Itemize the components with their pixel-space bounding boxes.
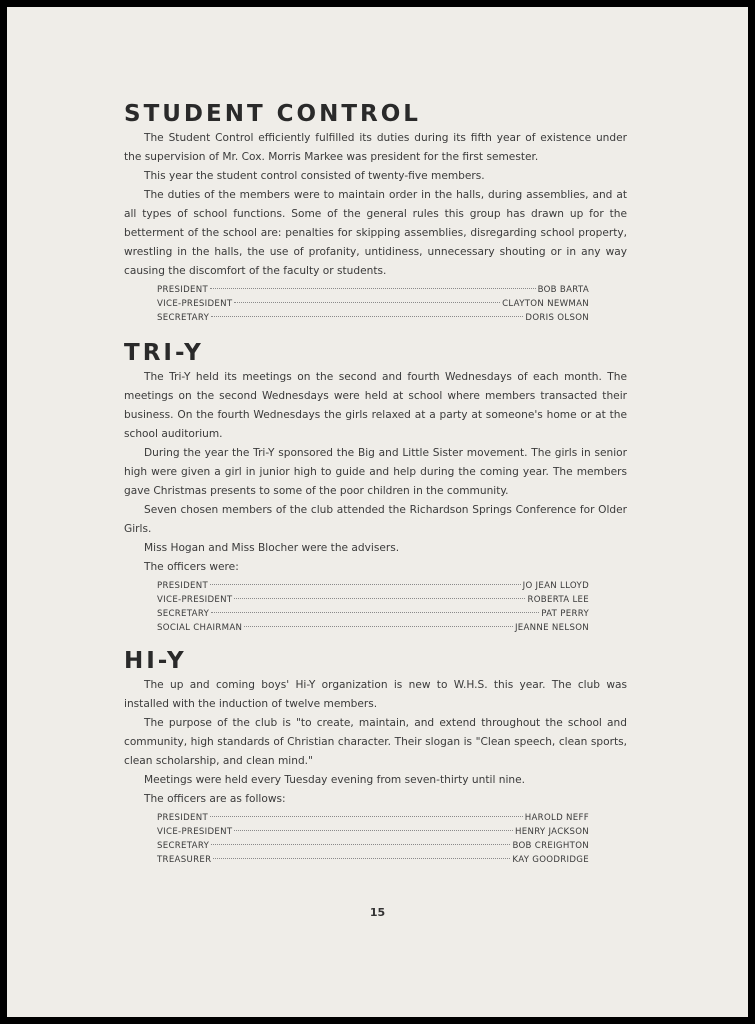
paragraph: The purpose of the club is "to create, maintain, and extend throughout the school and community, high standards of Christian character. Their slogan is "Clean speech, clean sports, clean scholarship, and clean mind." <box>124 717 627 767</box>
officer-row <box>157 811 589 825</box>
officer-list <box>157 579 589 635</box>
officer-row <box>157 283 589 297</box>
section-title: TRI-Y <box>124 340 204 366</box>
officer-row <box>157 839 589 853</box>
officer-role: PRESIDENT <box>157 285 208 295</box>
officer-row <box>157 853 589 867</box>
officer-name: ROBERTA LEE <box>527 595 589 605</box>
paragraph: The officers are as follows: <box>144 793 286 805</box>
officer-name: BOB BARTA <box>537 285 589 295</box>
officer-name: JO JEAN LLOYD <box>522 581 589 591</box>
officer-row <box>157 621 589 635</box>
officer-name: PAT PERRY <box>541 609 589 619</box>
officer-list <box>157 811 589 867</box>
dot-leader <box>210 816 523 817</box>
officer-role: VICE-PRESIDENT <box>157 827 233 837</box>
dot-leader <box>234 830 513 831</box>
officer-name: HENRY JACKSON <box>514 827 589 837</box>
dot-leader <box>213 858 510 859</box>
dot-leader <box>211 844 510 845</box>
dot-leader <box>234 598 525 599</box>
officer-name: KAY GOODRIDGE <box>512 855 589 865</box>
paragraph: This year the student control consisted of twenty-five members. <box>144 170 485 182</box>
paragraph: Seven chosen members of the club attended the Richardson Springs Conference for Older Girls. <box>124 504 627 535</box>
dot-leader <box>211 316 523 317</box>
officer-list <box>157 283 589 325</box>
officer-role: SECRETARY <box>157 313 210 323</box>
officer-row <box>157 593 589 607</box>
paragraph: The Tri-Y held its meetings on the second and fourth Wednesdays of each month. The meetings on the second Wednesdays were held at school where members transacted their business. On the fourth Wednesdays the girls relaxed at a party at someone's home or at the school auditorium. <box>124 371 627 440</box>
paragraph: Meetings were held every Tuesday evening from seven-thirty until nine. <box>144 774 526 786</box>
dot-leader <box>234 302 500 303</box>
officer-role: TREASURER <box>157 855 212 865</box>
paragraph: Miss Hogan and Miss Blocher were the advisers. <box>144 542 400 554</box>
paragraph: The up and coming boys' Hi-Y organization is new to W.H.S. this year. The club was installed with the induction of twelve members. <box>124 679 627 710</box>
section-tri-y <box>124 338 627 635</box>
page-content <box>124 99 627 867</box>
officer-role: SOCIAL CHAIRMAN <box>157 623 243 633</box>
section-spacer <box>124 325 627 338</box>
officer-name: DORIS OLSON <box>525 313 589 323</box>
page-number: 15 <box>369 906 386 919</box>
officer-name: CLAYTON NEWMAN <box>502 299 589 309</box>
yearbook-page <box>7 7 748 1017</box>
paragraph: The officers were: <box>144 561 239 573</box>
officer-row <box>157 607 589 621</box>
dot-leader <box>211 612 539 613</box>
officer-role: PRESIDENT <box>157 813 208 823</box>
officer-role: SECRETARY <box>157 609 210 619</box>
officer-role: VICE-PRESIDENT <box>157 299 233 309</box>
dot-leader <box>210 584 521 585</box>
section-title: STUDENT CONTROL <box>124 101 421 127</box>
section-student-control <box>124 99 627 325</box>
officer-name: HAROLD NEFF <box>524 813 589 823</box>
officer-row <box>157 825 589 839</box>
officer-role: SECRETARY <box>157 841 210 851</box>
section-hi-y <box>124 646 627 867</box>
paragraph: The duties of the members were to maintain order in the halls, during assemblies, and at all types of school functions. Some of the general rules this group has drawn up for the betterment of the school are: penalties for skipping assemblies, disregarding school property, wrestling in the halls, the use of profanity, untidiness, unnecessary shouting or in any way causing the discomfort of the faculty or students. <box>124 189 627 277</box>
officer-row <box>157 311 589 325</box>
dot-leader <box>210 288 536 289</box>
paragraph: During the year the Tri-Y sponsored the Big and Little Sister movement. The girls in senior high were given a girl in junior high to guide and help during the coming year. The members gave Christmas presents to some of the poor children in the community. <box>124 447 627 497</box>
paragraph: The Student Control efficiently fulfilled its duties during its fifth year of existence under the supervision of Mr. Cox. Morris Markee was president for the first semester. <box>124 132 627 163</box>
officer-row <box>157 579 589 593</box>
dot-leader <box>244 626 513 627</box>
officer-role: VICE-PRESIDENT <box>157 595 233 605</box>
section-spacer <box>124 635 627 646</box>
officer-role: PRESIDENT <box>157 581 208 591</box>
officer-name: JEANNE NELSON <box>514 623 589 633</box>
officer-name: BOB CREIGHTON <box>512 841 589 851</box>
officer-row <box>157 297 589 311</box>
section-title: HI-Y <box>124 648 187 674</box>
